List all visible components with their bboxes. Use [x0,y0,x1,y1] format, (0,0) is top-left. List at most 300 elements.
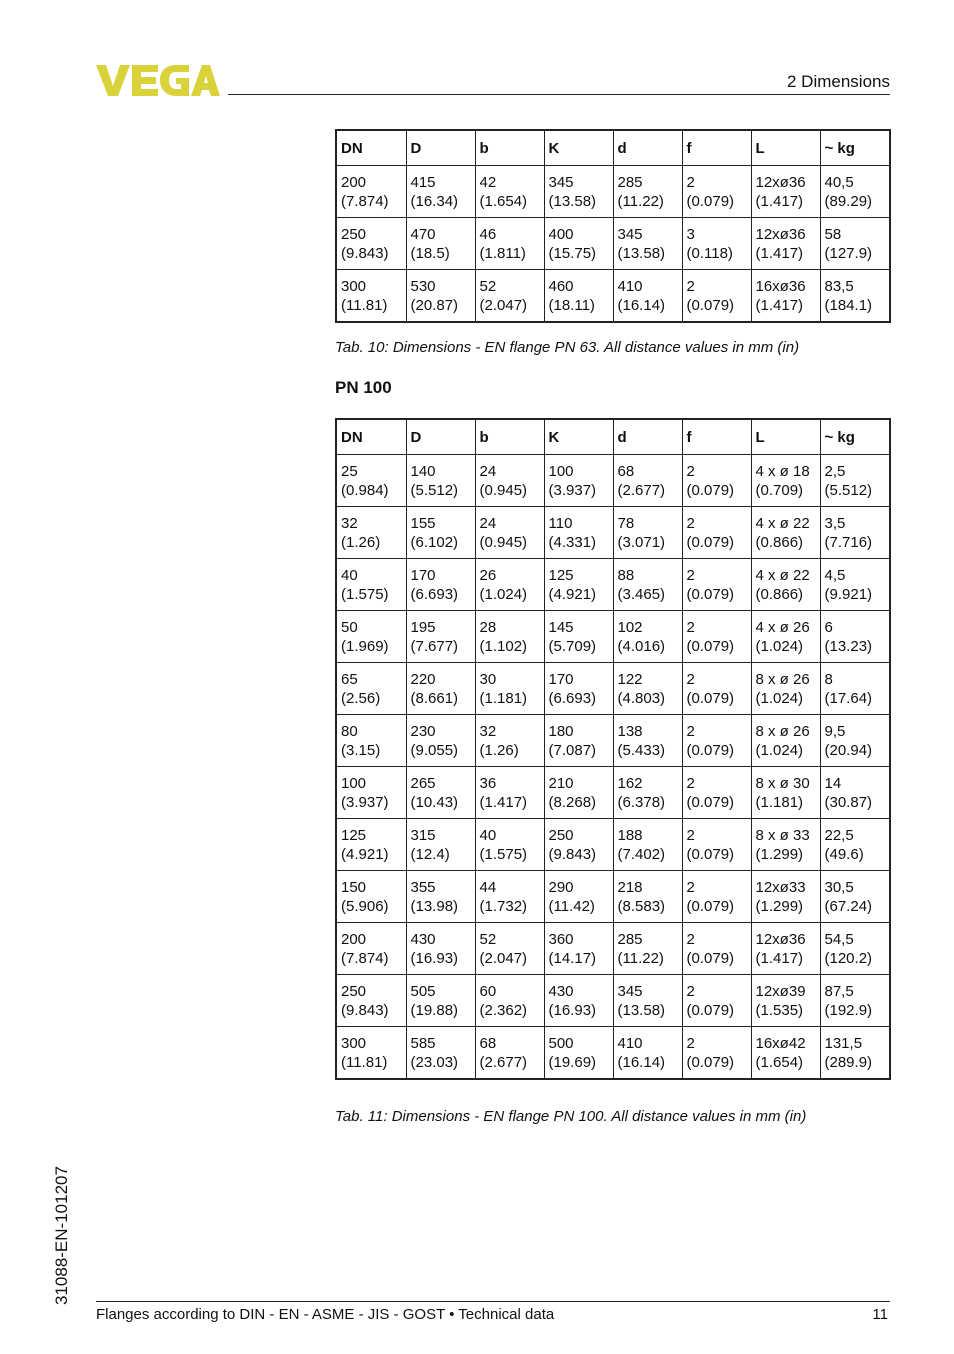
cell-value-mm: 4,5 [824,567,846,584]
cell-value-in: (13.58) [617,245,666,262]
table-row [336,819,890,871]
table-cell [406,455,475,507]
header-divider [228,94,890,95]
cell-value-in: (5.512) [410,482,459,499]
table-cell [544,611,613,663]
cell-value-in: (3.15) [341,742,381,759]
table-cell [682,507,751,559]
cell-value-in: (20.94) [824,742,873,759]
cell-value-in: (7.874) [341,950,389,967]
table-row [336,715,890,767]
cell-value-in: (0.945) [479,482,528,499]
cell-value-mm: 4 x ø 22 [755,515,810,532]
cell-value-mm: 9,5 [824,723,846,740]
table-cell [613,975,682,1027]
cell-value-in: (0.079) [686,1002,735,1019]
cell-value-in: (49.6) [824,846,864,863]
cell-value-mm: 4 x ø 26 [755,619,810,636]
cell-value-in: (1.575) [479,846,528,863]
cell-value-mm: 430 [410,931,436,948]
table-cell [682,455,751,507]
cell-value-in: (289.9) [824,1054,873,1071]
table-cell [613,1027,682,1080]
cell-value-in: (0.984) [341,482,389,499]
table-cell [475,975,544,1027]
table-cell [820,166,890,218]
column-header-k: K [544,130,613,166]
cell-value-in: (0.079) [686,534,735,551]
cell-value-in: (5.512) [824,482,873,499]
cell-value-in: (120.2) [824,950,873,967]
cell-value-mm: 125 [341,827,367,844]
table-cell [475,715,544,767]
cell-value-mm: 2,5 [824,463,846,480]
cell-value-mm: 360 [548,931,574,948]
cell-value-mm: 150 [341,879,367,896]
cell-value-in: (6.102) [410,534,459,551]
cell-value-mm: 500 [548,1035,574,1052]
cell-value-mm: 170 [410,567,436,584]
table-cell [613,663,682,715]
table-cell [406,715,475,767]
table-cell [682,663,751,715]
table-cell [336,975,406,1027]
table-body [336,455,890,1080]
cell-value-mm: 100 [548,463,574,480]
cell-value-in: (3.071) [617,534,666,551]
cell-value-in: (89.29) [824,193,873,210]
table-cell [544,663,613,715]
cell-value-in: (1.654) [479,193,528,210]
cell-value-mm: 131,5 [824,1035,863,1052]
cell-value-mm: 26 [479,567,497,584]
table-cell [820,871,890,923]
cell-value-mm: 16xø36 [755,278,806,295]
table-cell [475,1027,544,1080]
table-cell [613,166,682,218]
table-cell [475,923,544,975]
cell-value-mm: 40,5 [824,174,854,191]
cell-value-mm: 195 [410,619,436,636]
table-cell [336,871,406,923]
cell-value-mm: 80 [341,723,358,740]
table-cell [613,871,682,923]
cell-value-mm: 2 [686,983,695,1000]
cell-value-in: (9.843) [341,245,389,262]
section-title: PN 100 [335,378,392,397]
cell-value-in: (2.047) [479,950,528,967]
cell-value-in: (0.079) [686,297,735,314]
table-cell [751,455,820,507]
cell-value-mm: 138 [617,723,643,740]
header-title: 2 Dimensions [787,72,890,91]
cell-value-mm: 140 [410,463,436,480]
cell-value-in: (1.26) [479,742,519,759]
table-cell [475,166,544,218]
cell-value-in: (1.969) [341,638,389,655]
cell-value-in: (1.811) [479,245,526,262]
table-cell [613,611,682,663]
cell-value-in: (8.583) [617,898,666,915]
cell-value-in: (2.362) [479,1002,528,1019]
cell-value-in: (18.11) [548,297,595,314]
cell-value-mm: 3 [686,226,695,243]
cell-value-mm: 155 [410,515,436,532]
cell-value-mm: 28 [479,619,497,636]
table-cell [406,819,475,871]
cell-value-mm: 44 [479,879,497,896]
table-cell [336,663,406,715]
cell-value-in: (0.709) [755,482,804,499]
cell-value-in: (11.22) [617,950,664,967]
cell-value-in: (184.1) [824,297,873,314]
cell-value-mm: 52 [479,278,497,295]
cell-value-in: (1.181) [755,794,804,811]
cell-value-in: (7.874) [341,193,389,210]
cell-value-in: (16.14) [617,297,666,314]
cell-value-in: (13.98) [410,898,459,915]
cell-value-in: (6.693) [410,586,459,603]
cell-value-in: (4.331) [548,534,597,551]
column-header-d-outer: D [406,130,475,166]
cell-value-in: (8.268) [548,794,597,811]
table-cell [682,1027,751,1080]
cell-value-mm: 50 [341,619,358,636]
cell-value-mm: 24 [479,463,497,480]
cell-value-in: (0.079) [686,950,735,967]
cell-value-mm: 52 [479,931,497,948]
table-cell [613,819,682,871]
column-header-f: f [682,130,751,166]
table-cell [544,767,613,819]
table-cell [406,767,475,819]
table-cell [751,270,820,323]
cell-value-mm: 30,5 [824,879,854,896]
cell-value-in: (4.016) [617,638,666,655]
table-row [336,923,890,975]
cell-value-mm: 220 [410,671,436,688]
table-cell [475,871,544,923]
table-cell [475,559,544,611]
cell-value-mm: 188 [617,827,643,844]
cell-value-mm: 265 [410,775,436,792]
table-cell [406,975,475,1027]
table-cell [406,1027,475,1080]
table-cell [751,767,820,819]
cell-value-mm: 285 [617,931,643,948]
cell-value-in: (0.079) [686,586,735,603]
cell-value-mm: 2 [686,619,695,636]
cell-value-mm: 2 [686,278,695,295]
cell-value-in: (1.654) [755,1054,804,1071]
column-header-d-outer: D [406,419,475,455]
cell-value-mm: 2 [686,567,695,584]
cell-value-in: (7.087) [548,742,597,759]
table-cell [544,975,613,1027]
table-cell [751,218,820,270]
cell-value-mm: 30 [479,671,497,688]
footer-text: Flanges according to DIN - EN - ASME - JIS - GOST • Technical data [96,1306,555,1323]
cell-value-in: (3.465) [617,586,666,603]
cell-value-in: (127.9) [824,245,873,262]
column-header-k: K [544,419,613,455]
table-cell [682,767,751,819]
table-cell [751,166,820,218]
cell-value-in: (0.079) [686,482,735,499]
cell-value-in: (1.299) [755,898,804,915]
cell-value-mm: 415 [410,174,436,191]
table-cell [613,507,682,559]
cell-value-mm: 410 [617,278,643,295]
cell-value-mm: 2 [686,174,695,191]
cell-value-mm: 300 [341,1035,367,1052]
table-cell [820,559,890,611]
table-cell [406,611,475,663]
table-cell [682,611,751,663]
table-cell [682,975,751,1027]
table-cell [682,218,751,270]
table-row [336,663,890,715]
cell-value-in: (7.716) [824,534,873,551]
cell-value-in: (14.17) [548,950,597,967]
table-cell [475,611,544,663]
cell-value-in: (0.079) [686,638,735,655]
cell-value-in: (3.937) [548,482,597,499]
cell-value-mm: 2 [686,775,695,792]
cell-value-mm: 530 [410,278,436,295]
cell-value-mm: 180 [548,723,574,740]
table-cell [336,270,406,323]
table-cell [406,166,475,218]
cell-value-in: (20.87) [410,297,459,314]
table-cell [820,270,890,323]
cell-value-in: (0.079) [686,898,735,915]
cell-value-in: (3.937) [341,794,389,811]
cell-value-mm: 585 [410,1035,436,1052]
table-cell [751,975,820,1027]
cell-value-mm: 65 [341,671,358,688]
cell-value-mm: 88 [617,567,635,584]
cell-value-in: (0.079) [686,1054,735,1071]
table-cell [336,611,406,663]
cell-value-in: (8.661) [410,690,459,707]
cell-value-in: (0.079) [686,690,735,707]
cell-value-mm: 410 [617,1035,643,1052]
cell-value-in: (16.34) [410,193,459,210]
table-cell [751,507,820,559]
column-header-b: b [475,130,544,166]
table-cell [682,166,751,218]
cell-value-mm: 460 [548,278,574,295]
table-cell [613,715,682,767]
cell-value-in: (23.03) [410,1054,459,1071]
cell-value-in: (1.417) [755,193,804,210]
cell-value-in: (0.079) [686,193,735,210]
cell-value-mm: 400 [548,226,574,243]
cell-value-mm: 83,5 [824,278,854,295]
cell-value-in: (2.677) [617,482,666,499]
table-row [336,975,890,1027]
cell-value-mm: 250 [341,226,367,243]
cell-value-in: (16.14) [617,1054,666,1071]
cell-value-mm: 315 [410,827,436,844]
table-cell [820,455,890,507]
table-cell [544,715,613,767]
column-header-d-inner: d [613,419,682,455]
cell-value-in: (1.024) [755,638,804,655]
table-cell [544,166,613,218]
cell-value-mm: 2 [686,671,695,688]
cell-value-in: (0.866) [755,534,804,551]
table-cell [682,871,751,923]
cell-value-mm: 355 [410,879,436,896]
table-cell [336,166,406,218]
cell-value-in: (11.22) [617,193,664,210]
cell-value-in: (4.921) [341,846,389,863]
table-cell [820,663,890,715]
cell-value-in: (9.921) [824,586,873,603]
table-cell [751,611,820,663]
table-cell [820,218,890,270]
cell-value-in: (18.5) [410,245,450,262]
table-row [336,767,890,819]
cell-value-in: (0.079) [686,846,735,863]
table-cell [544,455,613,507]
table-cell [475,455,544,507]
table-header-row [336,419,890,455]
column-header-dn: DN [336,130,406,166]
cell-value-mm: 22,5 [824,827,854,844]
table-cell [475,767,544,819]
table-cell [613,270,682,323]
table-cell [406,270,475,323]
column-header-l: L [751,419,820,455]
cell-value-in: (1.102) [479,638,528,655]
cell-value-mm: 8 [824,671,833,688]
cell-value-in: (67.24) [824,898,873,915]
cell-value-mm: 42 [479,174,497,191]
cell-value-in: (11.81) [341,297,388,314]
cell-value-in: (1.024) [755,742,804,759]
cell-value-in: (2.56) [341,690,381,707]
cell-value-mm: 14 [824,775,842,792]
cell-value-in: (7.677) [410,638,459,655]
dimensions-table-pn63 [335,129,891,323]
table-row [336,455,890,507]
cell-value-mm: 12xø36 [755,931,806,948]
table-body [336,166,890,323]
table-cell [475,663,544,715]
table-cell [475,507,544,559]
table-cell [544,270,613,323]
cell-value-in: (1.024) [479,586,528,603]
table-cell [475,819,544,871]
cell-value-mm: 102 [617,619,643,636]
column-header-f: f [682,419,751,455]
cell-value-mm: 505 [410,983,436,1000]
table-cell [820,767,890,819]
cell-value-mm: 200 [341,931,367,948]
column-header-d-inner: d [613,130,682,166]
table-cell [751,923,820,975]
cell-value-in: (0.866) [755,586,804,603]
table-cell [544,819,613,871]
table-cell [682,715,751,767]
cell-value-in: (2.047) [479,297,528,314]
table-cell [820,975,890,1027]
cell-value-mm: 8 x ø 26 [755,671,810,688]
cell-value-mm: 32 [479,723,497,740]
cell-value-mm: 2 [686,931,695,948]
cell-value-in: (11.81) [341,1054,388,1071]
cell-value-in: (4.803) [617,690,666,707]
cell-value-mm: 2 [686,827,695,844]
table-row [336,270,890,323]
vega-logo [96,62,220,98]
table-row [336,507,890,559]
table-cell [751,663,820,715]
table-cell [406,559,475,611]
cell-value-in: (5.709) [548,638,597,655]
cell-value-mm: 78 [617,515,635,532]
table-cell [406,507,475,559]
cell-value-mm: 68 [479,1035,497,1052]
cell-value-mm: 25 [341,463,358,480]
cell-value-mm: 250 [548,827,574,844]
cell-value-mm: 122 [617,671,643,688]
table-row [336,611,890,663]
cell-value-mm: 345 [548,174,574,191]
table-cell [475,218,544,270]
column-header-dn: DN [336,419,406,455]
cell-value-mm: 2 [686,463,695,480]
cell-value-mm: 230 [410,723,436,740]
table-cell [336,923,406,975]
table-cell [406,663,475,715]
cell-value-mm: 16xø42 [755,1035,806,1052]
table-cell [406,923,475,975]
cell-value-mm: 87,5 [824,983,854,1000]
cell-value-in: (13.58) [617,1002,666,1019]
column-header-l: L [751,130,820,166]
cell-value-mm: 40 [341,567,358,584]
cell-value-mm: 170 [548,671,574,688]
cell-value-mm: 100 [341,775,367,792]
table-cell [336,559,406,611]
table-cell [475,270,544,323]
cell-value-mm: 285 [617,174,643,191]
table-row [336,166,890,218]
table-cell [682,270,751,323]
table-cell [544,218,613,270]
cell-value-mm: 32 [341,515,358,532]
table-header-row [336,130,890,166]
cell-value-in: (11.42) [548,898,595,915]
cell-value-in: (13.58) [548,193,597,210]
cell-value-in: (12.4) [410,846,450,863]
cell-value-mm: 24 [479,515,497,532]
cell-value-mm: 250 [341,983,367,1000]
cell-value-mm: 12xø39 [755,983,806,1000]
cell-value-in: (1.417) [755,297,804,314]
cell-value-mm: 12xø36 [755,174,806,191]
table-cell [751,715,820,767]
column-header-kg: ~ kg [820,419,890,455]
cell-value-mm: 300 [341,278,367,295]
cell-value-mm: 4 x ø 18 [755,463,810,480]
cell-value-mm: 46 [479,226,497,243]
table-cell [336,767,406,819]
